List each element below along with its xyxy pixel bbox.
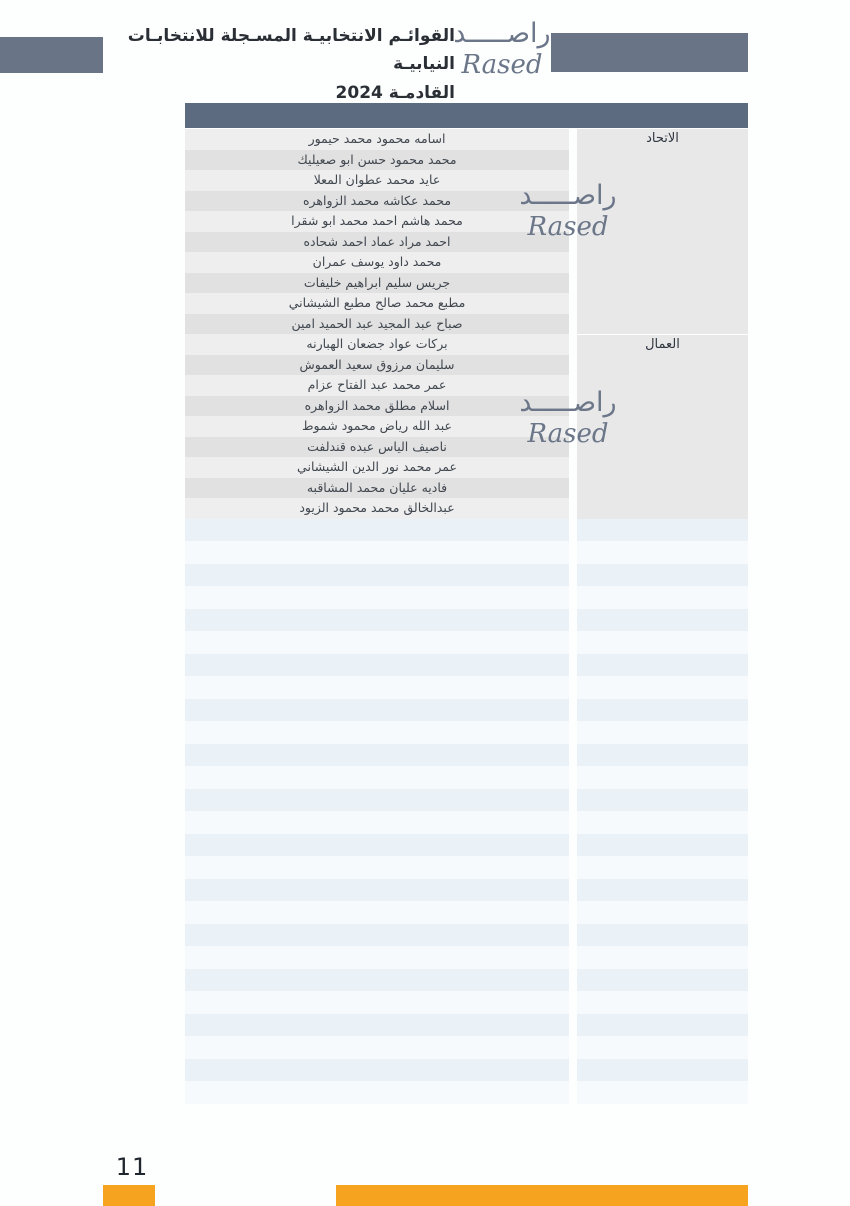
empty-group-cell (577, 721, 748, 744)
empty-table-row (185, 1059, 748, 1082)
empty-table-row (185, 946, 748, 969)
empty-group-cell (577, 901, 748, 924)
empty-table-row (185, 834, 748, 857)
empty-group-cell (577, 519, 748, 542)
empty-group-cell (577, 654, 748, 677)
header-left-bar (0, 37, 103, 73)
table-row: اسلام مطلق محمد الزواهره (185, 396, 569, 417)
empty-table-row (185, 654, 748, 677)
table-row: سليمان مرزوق سعيد العموش (185, 355, 569, 376)
page-title-line1: القوائـم الانتخابيـة المسـجلة للانتخابـات النيابيـة (127, 26, 455, 74)
empty-name-cell (185, 564, 569, 587)
empty-name-cell (185, 834, 569, 857)
empty-group-cell (577, 541, 748, 564)
empty-group-cell (577, 564, 748, 587)
table-row: صباح عبد المجيد عبد الحميد امين (185, 314, 569, 335)
empty-table-row (185, 1081, 748, 1104)
empty-group-cell (577, 744, 748, 767)
empty-name-cell (185, 1014, 569, 1037)
empty-name-cell (185, 789, 569, 812)
table-row: محمد محمود حسن ابو صعيليك (185, 150, 569, 171)
empty-name-cell (185, 924, 569, 947)
empty-table-row (185, 991, 748, 1014)
empty-table-row (185, 609, 748, 632)
empty-table-row (185, 924, 748, 947)
empty-group-cell (577, 834, 748, 857)
empty-table-row (185, 519, 748, 542)
empty-name-cell (185, 541, 569, 564)
empty-name-cell (185, 631, 569, 654)
empty-group-cell (577, 1081, 748, 1104)
empty-table-row (185, 879, 748, 902)
empty-table-row (185, 856, 748, 879)
empty-group-cell (577, 609, 748, 632)
empty-name-cell (185, 676, 569, 699)
empty-group-cell (577, 946, 748, 969)
table-row: جريس سليم ابراهيم خليفات (185, 273, 569, 294)
footer-orange-strip (336, 1185, 748, 1206)
empty-group-cell (577, 924, 748, 947)
rased-watermark-2 (512, 389, 624, 447)
empty-group-cell (577, 766, 748, 789)
empty-group-cell (577, 631, 748, 654)
empty-name-cell (185, 744, 569, 767)
empty-table-row (185, 676, 748, 699)
table-row: محمد هاشم احمد محمد ابو شقرا (185, 211, 569, 232)
table-row: بركات عواد جضعان الهبارنه (185, 334, 569, 355)
empty-name-cell (185, 766, 569, 789)
empty-table-row (185, 699, 748, 722)
rased-watermark-1 (512, 182, 624, 240)
empty-table-row (185, 541, 748, 564)
table-row: محمد داود يوسف عمران (185, 252, 569, 273)
empty-group-cell (577, 789, 748, 812)
empty-group-cell (577, 1036, 748, 1059)
empty-table-row (185, 1014, 748, 1037)
group-label: العمال (645, 337, 680, 352)
table-row: اسامه محمود محمد حيمور (185, 129, 569, 150)
empty-name-cell (185, 811, 569, 834)
empty-group-cell (577, 879, 748, 902)
empty-name-cell (185, 1036, 569, 1059)
rased-watermark-latin: Rased (527, 212, 609, 242)
footer-orange-square (103, 1185, 155, 1206)
empty-name-cell (185, 609, 569, 632)
empty-name-cell (185, 856, 569, 879)
table-row: عمر محمد عبد الفتاح عزام (185, 375, 569, 396)
empty-name-cell (185, 519, 569, 542)
empty-group-cell (577, 969, 748, 992)
empty-group-cell (577, 676, 748, 699)
rased-logo (452, 20, 552, 78)
table-row: ناصيف الياس عبده قندلفت (185, 437, 569, 458)
rased-watermark-arabic: راصـــــد (519, 180, 617, 211)
empty-table-row (185, 789, 748, 812)
empty-group-cell (577, 991, 748, 1014)
empty-name-cell (185, 721, 569, 744)
empty-table-row (185, 631, 748, 654)
table-row: مطبع محمد صالح مطبع الشيشاني (185, 293, 569, 314)
empty-table-row (185, 1036, 748, 1059)
empty-rows-region (185, 519, 748, 1104)
empty-name-cell (185, 699, 569, 722)
empty-name-cell (185, 879, 569, 902)
empty-name-cell (185, 586, 569, 609)
empty-table-row (185, 901, 748, 924)
table-row: عايد محمد عطوان المعلا (185, 170, 569, 191)
empty-name-cell (185, 901, 569, 924)
empty-group-cell (577, 811, 748, 834)
table-header-bar (185, 103, 748, 128)
empty-name-cell (185, 1081, 569, 1104)
group-label: الاتحاد (646, 131, 679, 146)
empty-name-cell (185, 946, 569, 969)
page-title (105, 22, 455, 108)
empty-name-cell (185, 1059, 569, 1082)
empty-table-row (185, 564, 748, 587)
empty-table-row (185, 969, 748, 992)
table-row: احمد مراد عماد احمد شحاده (185, 232, 569, 253)
empty-group-cell (577, 1059, 748, 1082)
empty-table-row (185, 766, 748, 789)
page-title-line2: القادمـة 2024 (335, 83, 455, 103)
page-number: 11 (115, 1153, 149, 1181)
empty-group-cell (577, 586, 748, 609)
table-row: عمر محمد نور الدين الشيشاني (185, 457, 569, 478)
table-row: محمد عكاشه محمد الزواهره (185, 191, 569, 212)
rased-logo-latin: Rased (461, 50, 543, 80)
empty-name-cell (185, 654, 569, 677)
table-row: فاديه عليان محمد المشاقبه (185, 478, 569, 499)
empty-name-cell (185, 969, 569, 992)
empty-group-cell (577, 699, 748, 722)
empty-name-cell (185, 991, 569, 1014)
table-row: عبدالخالق محمد محمود الزيود (185, 498, 569, 519)
empty-table-row (185, 811, 748, 834)
header-right-bar (551, 33, 748, 72)
empty-table-row (185, 721, 748, 744)
empty-group-cell (577, 856, 748, 879)
table-row: عبد الله رياض محمود شموط (185, 416, 569, 437)
rased-logo-arabic: راصـــــد (453, 18, 551, 49)
rased-watermark-arabic: راصـــــد (519, 387, 617, 418)
empty-group-cell (577, 1014, 748, 1037)
empty-table-row (185, 586, 748, 609)
rased-watermark-latin: Rased (527, 419, 609, 449)
empty-table-row (185, 744, 748, 767)
